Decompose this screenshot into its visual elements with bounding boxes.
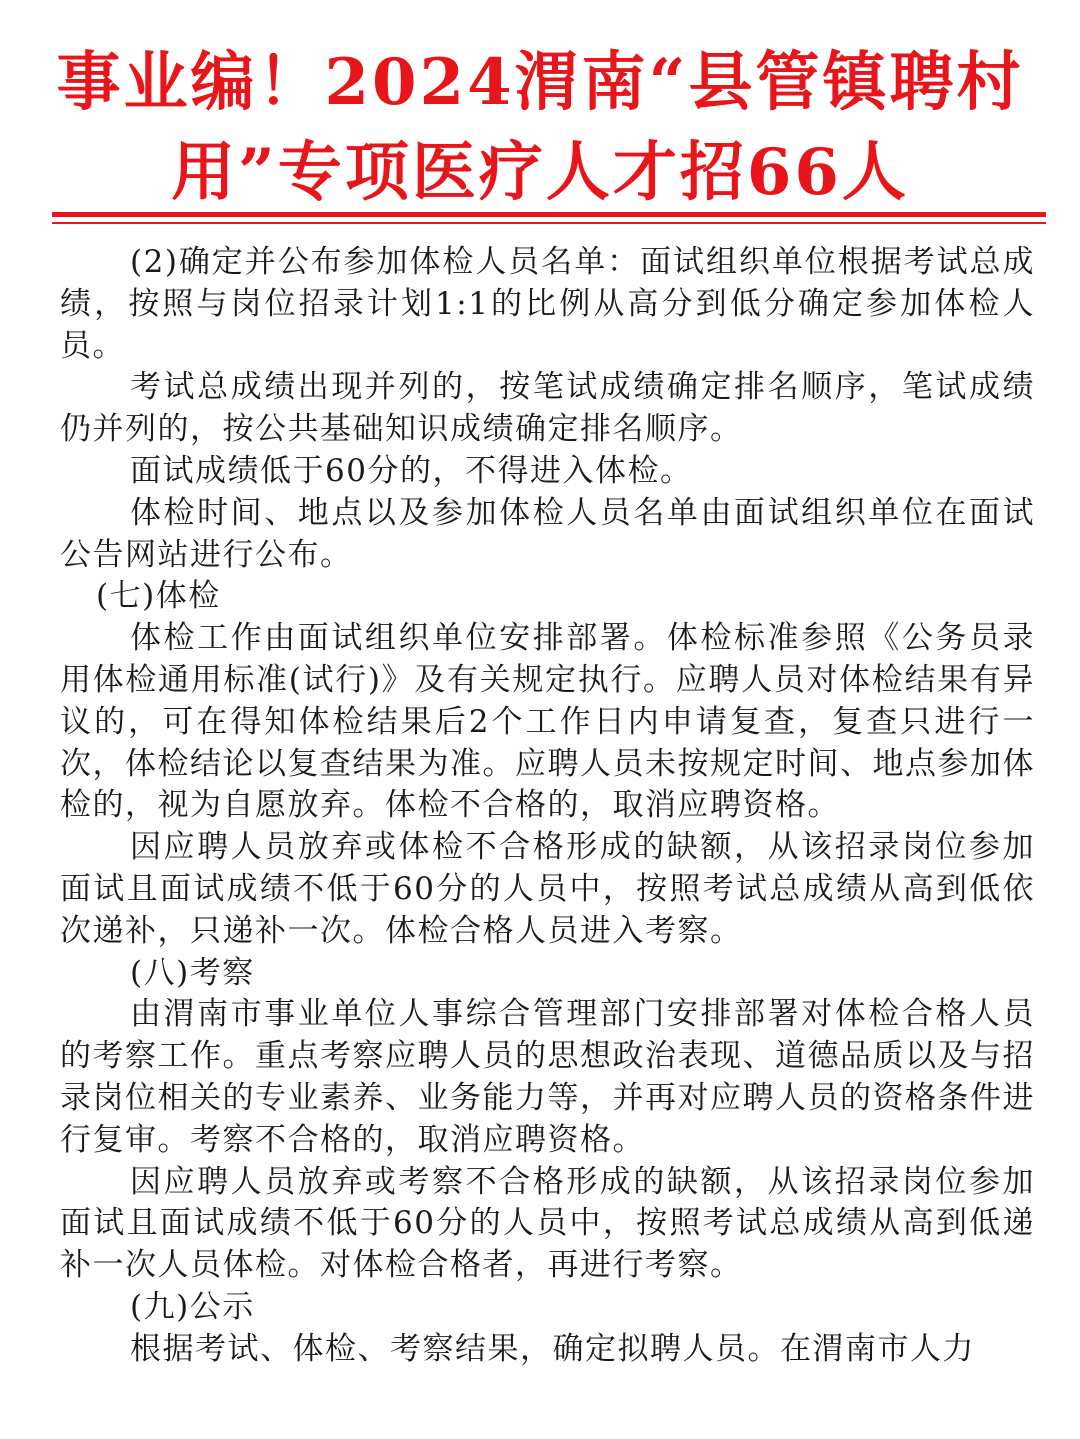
- paragraph-exam-notice: 体检时间、地点以及参加体检人员名单由面试组织单位在面试公告网站进行公布。: [60, 494, 1035, 573]
- paragraph-physical-exam: 体检工作由面试组织单位安排部署。体检标准参照《公务员录用体检通用标准(试行)》及有关规定执行。应聘人员对体检结果有异议的，可在得知体检结果后2个工作日内申请复查，复查只进行一次，体检结论以复查结果为准。应聘人员未按规定时间、地点参加体检的，视为自愿放弃。体检不合格的，取消应聘资格。: [60, 620, 1035, 824]
- document-body: [60, 242, 1035, 1371]
- paragraph-publicity: 根据考试、体检、考察结果，确定拟聘人员。在渭南市人力: [130, 1330, 975, 1367]
- section-heading-publicity: (九)公示: [130, 1288, 255, 1325]
- section-heading-inspection: (八)考察: [130, 954, 255, 991]
- paragraph-inspection-vacancy: 因应聘人员放弃或考察不合格形成的缺额，从该招录岗位参加面试且面试成绩不低于60分的人员中，按照考试总成绩从高到低递补一次人员体检。对体检合格者，再进行考察。: [60, 1163, 1035, 1284]
- paragraph-exam-vacancy: 因应聘人员放弃或体检不合格形成的缺额，从该招录岗位参加面试且面试成绩不低于60分的人员中，按照考试总成绩从高到低依次递补，只递补一次。体检合格人员进入考察。: [60, 829, 1035, 949]
- section-heading-physical-exam: (七)体检: [96, 578, 221, 615]
- paragraph-inspection: 由渭南市事业单位人事综合管理部门安排部署对体检合格人员的考察工作。重点考察应聘人员的思想政治表现、道德品质以及与招录岗位相关的专业素养、业务能力等，并再对应聘人员的资格条件进行复审。考察不合格的，取消应聘资格。: [60, 996, 1035, 1158]
- title-line-2: 用”专项医疗人才招66人: [171, 135, 909, 210]
- title-divider-thin: [52, 222, 1046, 224]
- paragraph-tie-rule: 考试总成绩出现并列的，按笔试成绩确定排名顺序，笔试成绩仍并列的，按公共基础知识成绩确定排名顺序。: [60, 369, 1035, 448]
- title-line-1: 事业编！2024渭南“县管镇聘村: [56, 45, 1024, 120]
- paragraph-confirm-list: (2)确定并公布参加体检人员名单：面试组织单位根据考试总成绩，按照与岗位招录计划1:1的比例从高分到低分确定参加体检人员。: [60, 244, 1035, 364]
- paragraph-min-score: 面试成绩低于60分的，不得进入体检。: [130, 452, 693, 489]
- document-title: [0, 38, 1080, 218]
- title-divider-thick: [52, 212, 1046, 217]
